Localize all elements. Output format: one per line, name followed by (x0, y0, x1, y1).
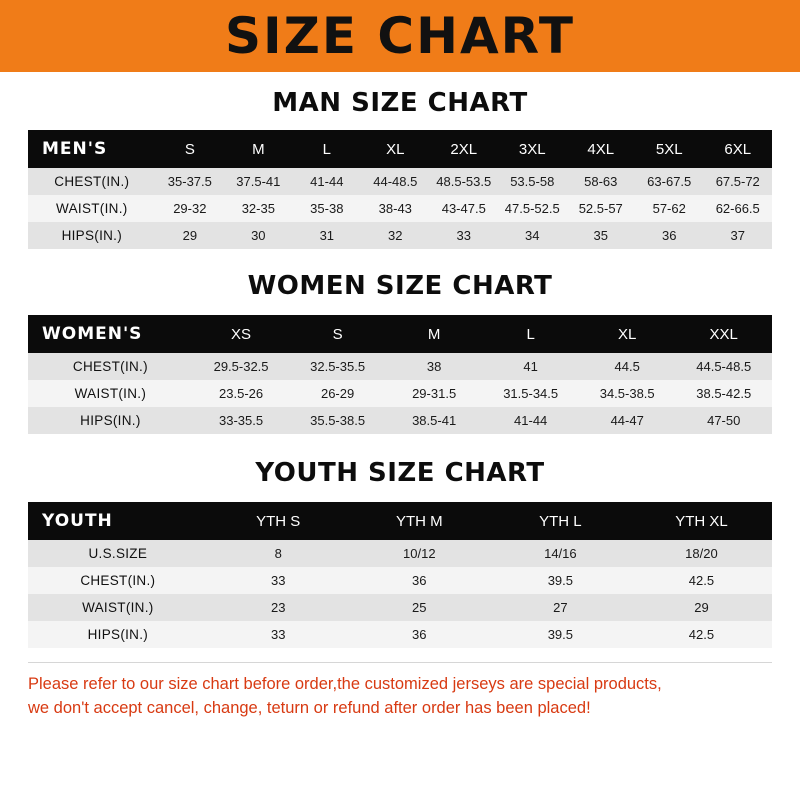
row-label-chest: CHEST(IN.) (28, 567, 208, 594)
order-policy-note (28, 662, 772, 721)
cell: 44.5 (579, 353, 676, 380)
cell: 43-47.5 (430, 195, 498, 222)
cell: 58-63 (567, 168, 635, 195)
column-header-yth-xl: YTH XL (631, 502, 772, 540)
cell: 47-50 (675, 407, 772, 434)
cell: 38 (386, 353, 483, 380)
cell: 34.5-38.5 (579, 380, 676, 407)
cell: 29.5-32.5 (193, 353, 290, 380)
cell: 67.5-72 (703, 168, 772, 195)
cell: 29-31.5 (386, 380, 483, 407)
column-header-s: S (156, 130, 224, 168)
column-header-youth: YOUTH (28, 502, 208, 540)
column-header-4xl: 4XL (567, 130, 635, 168)
row-label-us-size: U.S.SIZE (28, 540, 208, 567)
column-header-yth-s: YTH S (208, 502, 349, 540)
cell: 36 (635, 222, 703, 249)
cell: 38.5-42.5 (675, 380, 772, 407)
table-man-size-chart (28, 130, 772, 249)
row-label-chest: CHEST(IN.) (28, 353, 193, 380)
table-row (28, 540, 772, 567)
page-title: SIZE CHART (224, 7, 576, 65)
table-body (28, 540, 772, 648)
cell: 33 (208, 567, 349, 594)
cell: 23.5-26 (193, 380, 290, 407)
table-row (28, 222, 772, 249)
cell: 33 (430, 222, 498, 249)
cell: 37.5-41 (224, 168, 292, 195)
row-label-hips: HIPS(IN.) (28, 407, 193, 434)
cell: 14/16 (490, 540, 631, 567)
cell: 42.5 (631, 621, 772, 648)
row-label-hips: HIPS(IN.) (28, 621, 208, 648)
column-header-men: MEN'S (28, 130, 156, 168)
column-header-yth-m: YTH M (349, 502, 490, 540)
table-youth-size-chart (28, 502, 772, 648)
cell: 63-67.5 (635, 168, 703, 195)
column-header-m: M (224, 130, 292, 168)
row-label-hips: HIPS(IN.) (28, 222, 156, 249)
row-label-waist: WAIST(IN.) (28, 380, 193, 407)
table-header-row (28, 502, 772, 540)
note-line-2: we don't accept cancel, change, teturn or refund after order has been placed! (28, 698, 591, 717)
table-row (28, 594, 772, 621)
table-row (28, 168, 772, 195)
table-row (28, 567, 772, 594)
cell: 27 (490, 594, 631, 621)
cell: 18/20 (631, 540, 772, 567)
cell: 35 (567, 222, 635, 249)
column-header-womens: WOMEN'S (28, 315, 193, 353)
cell: 35-37.5 (156, 168, 224, 195)
cell: 42.5 (631, 567, 772, 594)
cell: 38.5-41 (386, 407, 483, 434)
column-header-s: S (289, 315, 386, 353)
cell: 33 (208, 621, 349, 648)
cell: 8 (208, 540, 349, 567)
table-header (28, 502, 772, 540)
cell: 41 (482, 353, 579, 380)
note-line-1: Please refer to our size chart before order,the customized jerseys are special products, (28, 675, 662, 693)
cell: 39.5 (490, 567, 631, 594)
column-header-l: L (293, 130, 361, 168)
cell: 29-32 (156, 195, 224, 222)
cell: 52.5-57 (567, 195, 635, 222)
column-header-2xl: 2XL (430, 130, 498, 168)
table-row (28, 407, 772, 434)
cell: 32-35 (224, 195, 292, 222)
cell: 57-62 (635, 195, 703, 222)
section-title-women: WOMEN SIZE CHART (247, 271, 553, 301)
cell: 48.5-53.5 (430, 168, 498, 195)
table-row (28, 380, 772, 407)
cell: 23 (208, 594, 349, 621)
row-label-waist: WAIST(IN.) (28, 594, 208, 621)
table-row (28, 353, 772, 380)
cell: 39.5 (490, 621, 631, 648)
banner (0, 0, 800, 72)
cell: 47.5-52.5 (498, 195, 566, 222)
column-header-xl: XL (361, 130, 429, 168)
section-title-man: MAN SIZE CHART (272, 88, 528, 118)
cell: 10/12 (349, 540, 490, 567)
section-title-youth: YOUTH SIZE CHART (255, 458, 545, 488)
cell: 31.5-34.5 (482, 380, 579, 407)
cell: 53.5-58 (498, 168, 566, 195)
cell: 25 (349, 594, 490, 621)
table-header (28, 130, 772, 168)
cell: 35.5-38.5 (289, 407, 386, 434)
cell: 26-29 (289, 380, 386, 407)
column-header-xxl: XXL (675, 315, 772, 353)
cell: 32.5-35.5 (289, 353, 386, 380)
table-body (28, 168, 772, 249)
cell: 44-48.5 (361, 168, 429, 195)
cell: 31 (293, 222, 361, 249)
table-row (28, 621, 772, 648)
cell: 32 (361, 222, 429, 249)
column-header-m: M (386, 315, 483, 353)
column-header-3xl: 3XL (498, 130, 566, 168)
cell: 33-35.5 (193, 407, 290, 434)
table-header (28, 315, 772, 353)
cell: 34 (498, 222, 566, 249)
cell: 44-47 (579, 407, 676, 434)
column-header-xl: XL (579, 315, 676, 353)
cell: 37 (703, 222, 772, 249)
cell: 44.5-48.5 (675, 353, 772, 380)
cell: 41-44 (482, 407, 579, 434)
table-header-row (28, 315, 772, 353)
content (0, 88, 800, 648)
cell: 41-44 (293, 168, 361, 195)
cell: 36 (349, 621, 490, 648)
column-header-xs: XS (193, 315, 290, 353)
cell: 29 (156, 222, 224, 249)
column-header-6xl: 6XL (703, 130, 772, 168)
row-label-waist: WAIST(IN.) (28, 195, 156, 222)
cell: 62-66.5 (703, 195, 772, 222)
column-header-yth-l: YTH L (490, 502, 631, 540)
cell: 30 (224, 222, 292, 249)
cell: 36 (349, 567, 490, 594)
table-women-size-chart (28, 315, 772, 434)
table-body (28, 353, 772, 434)
cell: 29 (631, 594, 772, 621)
cell: 35-38 (293, 195, 361, 222)
table-header-row (28, 130, 772, 168)
table-row (28, 195, 772, 222)
column-header-l: L (482, 315, 579, 353)
row-label-chest: CHEST(IN.) (28, 168, 156, 195)
cell: 38-43 (361, 195, 429, 222)
column-header-5xl: 5XL (635, 130, 703, 168)
